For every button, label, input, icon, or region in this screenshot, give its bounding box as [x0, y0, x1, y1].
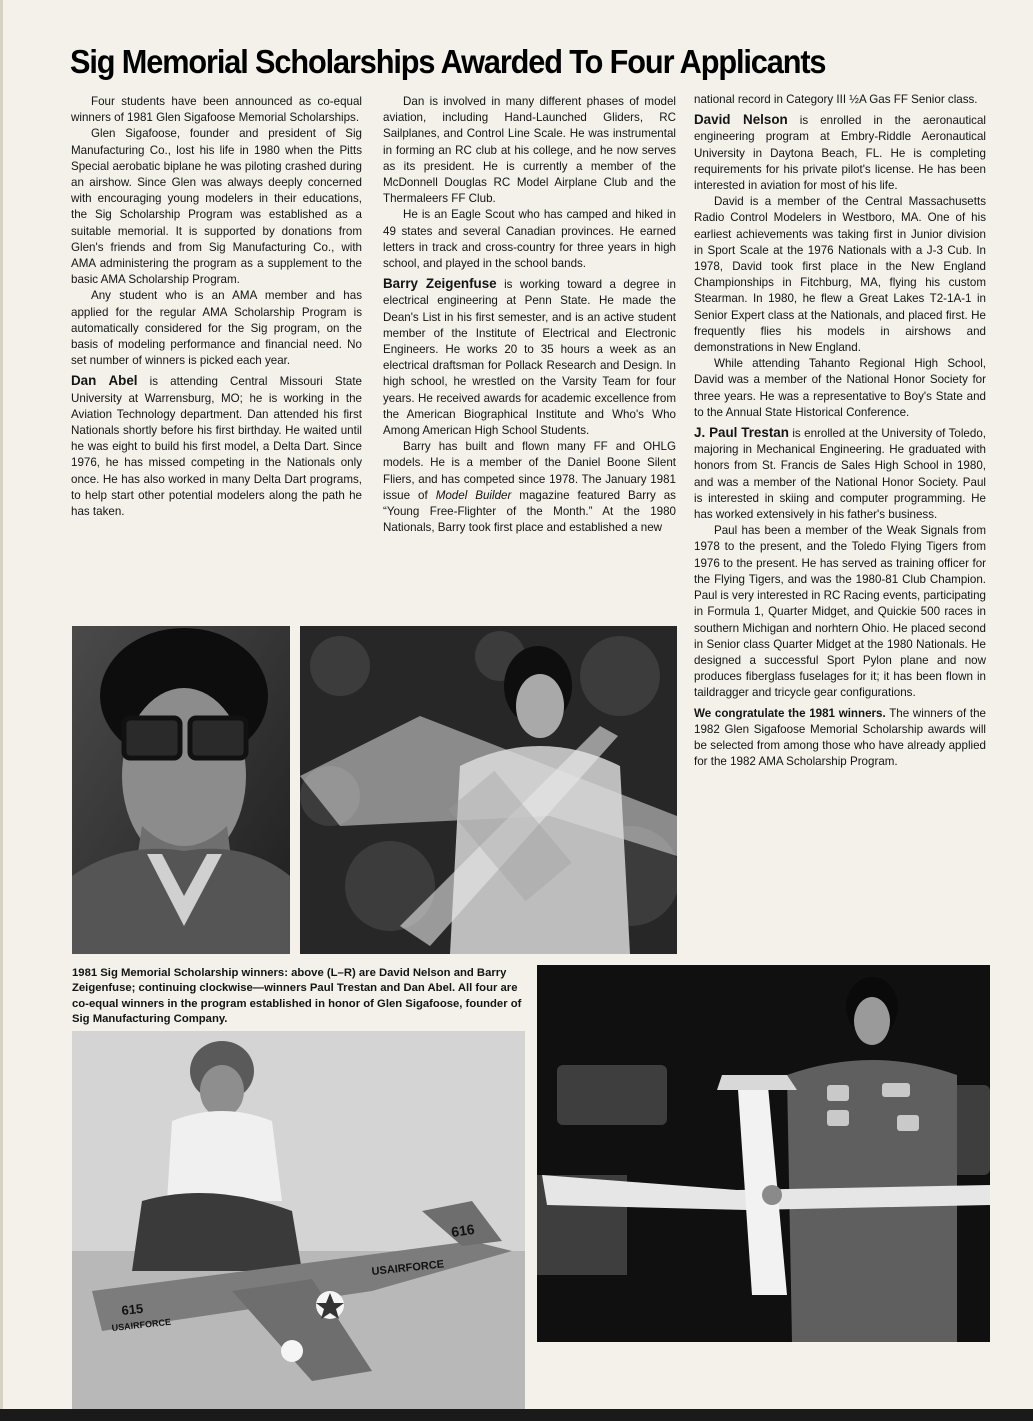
barry-name: Barry Zeigenfuse: [383, 276, 497, 292]
page-bottom-edge: [0, 1409, 1033, 1421]
david-name: David Nelson: [694, 112, 788, 128]
paul-clubs-paragraph: Paul has been a member of the Weak Signals from 1978 to the present, and the Toledo Flying Tigers from 1976 to the present. He has served as training officer for the Flying Tigers, and was the 1980-81 Club Champion. Paul is very interested in RC Racing events, participating in Formula 1, Quarter Midget, and Quickie 500 races in southern Michigan and norhtern Ohio. He placed second in Senior class Quarter Midget at the 1980 Nationals. He designed a successful Sport Pylon plane and now produces fiberglass fuselages for it; it has been flown in taildragger and tricycle gear configurations.: [694, 524, 986, 700]
dan-abel-paragraph: [71, 373, 362, 520]
barry-paragraph: [383, 276, 676, 439]
photo-david-nelson: [72, 626, 290, 954]
dan-scout-paragraph: He is an Eagle Scout who has camped and hiked in 49 states and several Canadian provinces. He earned letters in track and cross-country for three years in high school, and played in the school bands.: [383, 208, 676, 271]
jet-nose-text: USAIRFORCE: [111, 1316, 172, 1333]
barry-models-text-b: magazine featured Barry as “Young Free-Flighter of the Month.” At the 1980 Nationals, Barry took first place and established a new: [383, 488, 676, 535]
david-school-paragraph: While attending Tahanto Regional High School, David was a member of the National Honor Society for three years. He was a representative to Boy's State and to the Annual State Historical Conference.: [694, 357, 986, 419]
congrats-bold: We congratulate the 1981 winners.: [694, 706, 886, 720]
barry-models-text-a: Barry has built and flown many FF and OHLG models. He is a member of the Daniel Boone Silent Fliers, and has competed since 1978. The January 1981 issue of: [383, 440, 676, 502]
model-builder-title: Model Builder: [435, 488, 512, 502]
jet-fuselage-text: USAIRFORCE: [371, 1258, 445, 1278]
dan-activities-paragraph: Dan is involved in many different phases of model aviation, including Hand-Launched Gliders, RC Sailplanes, and Control Line Scale. He was instrumental in forming an RC club at his college, and he now serves as its president. He is currently a member of the McDonnell Douglas RC Model Airplane Club and the Thermaleers FF Club.: [383, 95, 676, 206]
barry-models-paragraph: [383, 439, 676, 536]
column-2: [383, 94, 676, 536]
record-continuation: national record in Category III ½A Gas FF Senior class.: [694, 93, 978, 106]
paul-paragraph: [694, 425, 986, 523]
eligibility-paragraph: Any student who is an AMA member and has applied for the regular AMA Scholarship Program is automatically considered for the Sig program, on the basis of modeling performance and financial need. No set number of winners is picked each year.: [71, 289, 362, 368]
intro-paragraph: Four students have been announced as co-equal winners of 1981 Glen Sigafoose Memorial Scholarships.: [71, 95, 362, 125]
paul-text: is enrolled at the University of Toledo, majoring in Mechanical Engineering. He graduated with honors from St. Francis de Sales High School in 1980, and was a member of the National Honor Society. Paul is interested in skiing and computer programming. He has worked extensively in his father's business.: [694, 427, 986, 522]
congrats-text: The winners of the 1982 Glen Sigafoose Memorial Scholarship awards will be selected from among those who have already applied for the 1982 AMA Scholarship Program.: [694, 706, 986, 769]
photo-caption: 1981 Sig Memorial Scholarship winners: above (L–R) are David Nelson and Barry Zeigenfuse; continuing clockwise—winners Paul Trestan and Dan Abel. All four are co-equal winners in the program established in honor of Glen Sigafoose, founder of Sig Manufacturing Company.: [72, 967, 522, 1025]
photo-dan-abel-jet: [72, 1031, 525, 1409]
barry-text: is working toward a degree in electrical engineering at Penn State. He made the Dean's List in his first semester, and is an active student member of the Institute of Electrical and Electronic Engineers. He works 20 to 35 hours a week as an electrical draftsman for Pollack Research and Design. In high school, he wrestled on the Varsity Team for four years. He received awards for academic excellence from the American Biographical Institute and Who's Who Among American High School Students.: [383, 278, 676, 438]
headline: Sig Memorial Scholarships Awarded To Four Applicants: [70, 43, 826, 80]
photo-barry-zeigenfuse: [300, 626, 677, 954]
jet-tail-number: 616: [450, 1220, 476, 1240]
dan-abel-text: is attending Central Missouri State University at Warrensburg, MO; he is working in the Aviation Technology department. Dan attended his first Nationals shortly before his first birthday. He waited until he was eight to build his first model, a Delta Dart. Since 1976, he has missed competing in the Nationals only once. He has also worked in many Delta Dart programs, to help start other potential modelers along the path he has taken.: [71, 375, 362, 519]
jet-nose-number: 615: [120, 1300, 144, 1318]
congrats-paragraph: [694, 706, 986, 771]
dan-abel-name: Dan Abel: [71, 373, 138, 389]
david-paragraph: [694, 112, 986, 194]
david-achievements-paragraph: David is a member of the Central Massachusetts Radio Control Modelers in Westboro, MA. One of his earliest achievements was taking first in Junior division in Sport Scale at the 1976 Nationals with a J-3 Cub. In 1978, David took first place in the New England Championships in Fitchburg, MA, flying his custom Stearman. In 1980, he flew a Great Lakes T2-1A-1 in Senior Expert class at the Nationals, and placed first. He frequently flies his models in airshows and demonstrations in New England.: [694, 195, 986, 355]
photo-paul-trestan: [537, 965, 990, 1342]
column-3: [694, 92, 986, 770]
david-text: is enrolled in the aeronautical engineering program at Embry-Riddle Aeronautical University in Daytona Beach, FL. He is completing requirements for his private pilot's license. He has been interested in aviation for most of his life.: [694, 114, 986, 193]
column-1: [71, 94, 362, 520]
sigafoose-paragraph: Glen Sigafoose, founder and president of Sig Manufacturing Co., lost his life in 1980 when the Pitts Special aerobatic biplane he was piloting crashed during an airshow. Since Glen was always deeply concerned with encouraging young modelers in their educations, the Sig Scholarship Program was established as a suitable memorial. It is supported by donations from Glen's friends and from Sig Manufacturing Co., with AMA administering the program as a supplement to the basic AMA Scholarship Program.: [71, 127, 362, 287]
paul-name: J. Paul Trestan: [694, 425, 789, 441]
